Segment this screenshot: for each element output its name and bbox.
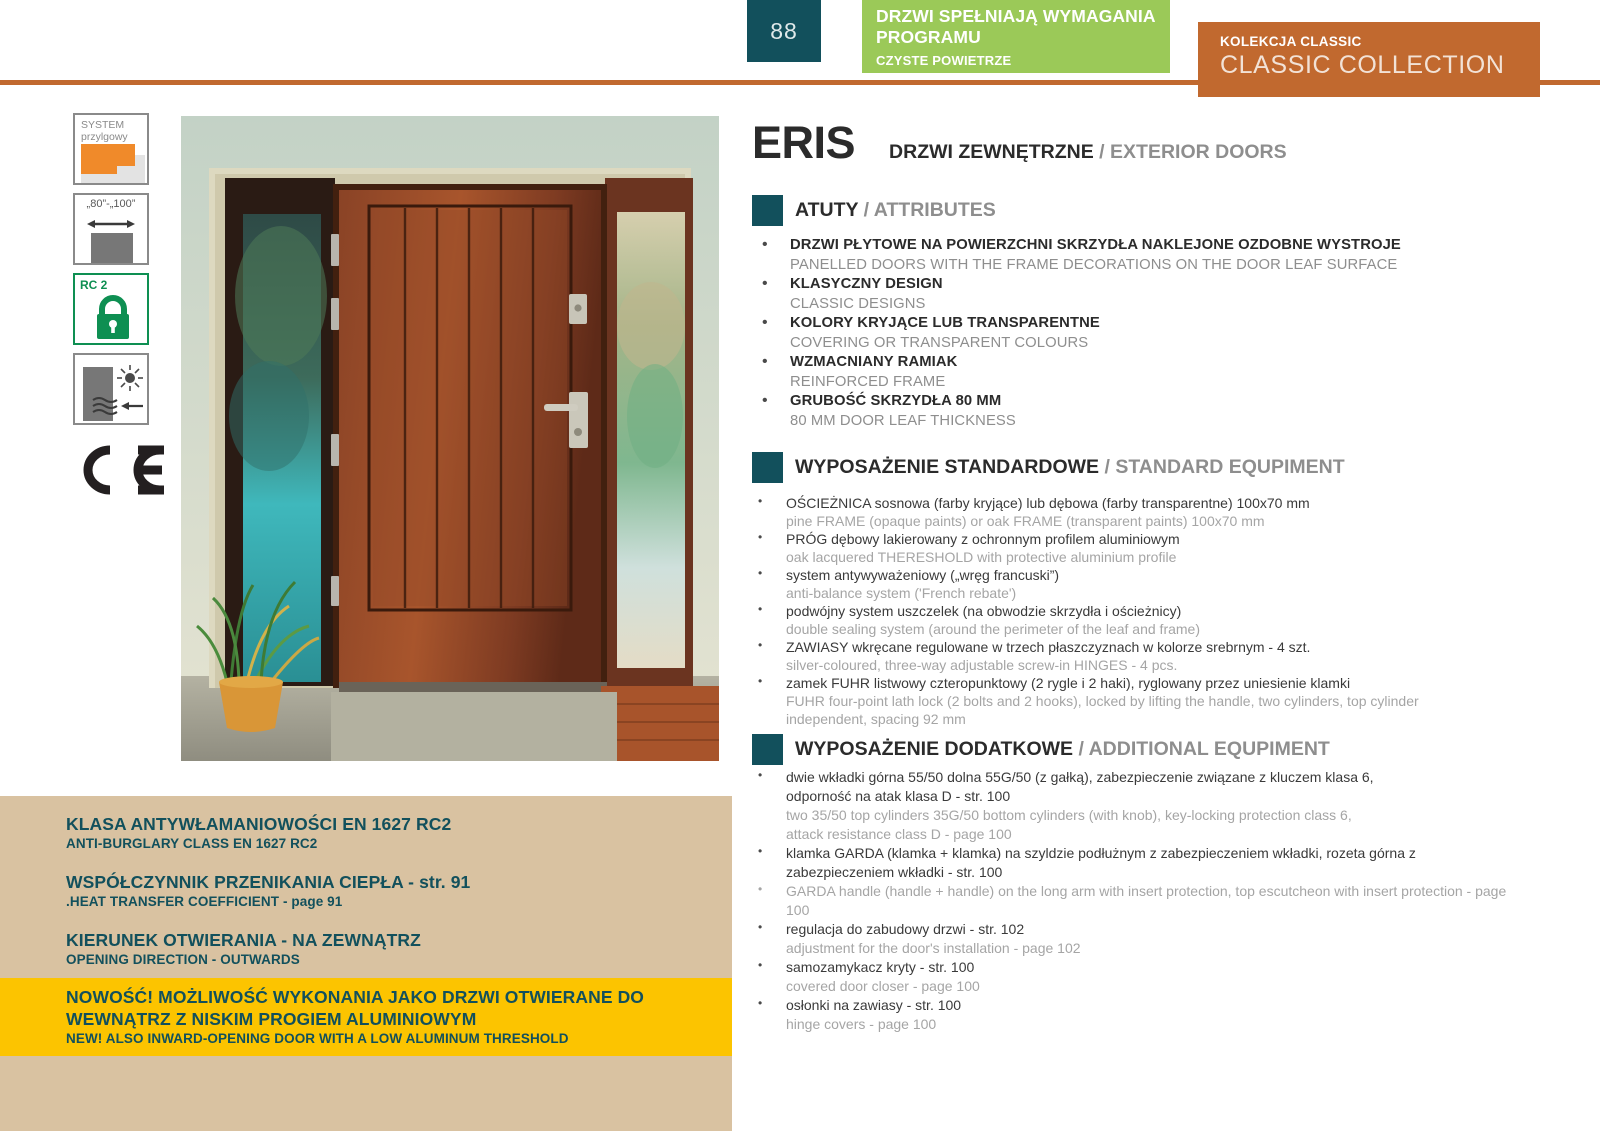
add-equipment-en: hinge covers - page 100: [786, 1016, 937, 1032]
list-item: [748, 882, 1523, 920]
section-header-standard-equipment: [752, 452, 1345, 483]
std-equipment-en: pine FRAME (opaque paints) or oak FRAME (transparent paints) 100x70 mm: [786, 513, 1265, 529]
list-item: [748, 566, 1508, 602]
list-item: [748, 530, 1508, 566]
list-item: [748, 768, 1523, 844]
rebate-system-icon: [73, 113, 149, 185]
list-item: [748, 602, 1508, 638]
attribute-en: CLASSIC DESIGNS: [790, 295, 926, 312]
section-standard-sep: /: [1099, 456, 1116, 478]
section-standard-en: STANDARD EQUPIMENT: [1115, 456, 1345, 478]
section-attributes-pl: ATUTY: [795, 199, 859, 221]
spec-burglary-pl: KLASA ANTYWŁAMANIOWOŚCI EN 1627 RC2: [66, 814, 452, 834]
list-item: [752, 392, 1412, 431]
product-type-sep: /: [1093, 141, 1111, 163]
door-photo-illustration: [181, 116, 719, 761]
spec-heat-pl: WSPÓŁCZYNNIK PRZENIKANIA CIEPŁA - str. 91: [66, 872, 471, 892]
wind-wave-icon: [91, 395, 143, 417]
highlight-pl-line2: WEWNĄTRZ Z NISKIM PROGIEM ALUMINIOWYM: [66, 1009, 477, 1029]
std-equipment-en: double sealing system (around the perimeter of the leaf and frame): [786, 621, 1201, 637]
product-title-row: [752, 117, 1287, 169]
program-badge-line3: CZYSTE POWIETRZE: [876, 53, 1012, 68]
rc2-label: RC 2: [80, 278, 108, 292]
collection-label-en: CLASSIC COLLECTION: [1220, 51, 1505, 79]
add-equipment-pl: • samozamykacz kryty - str. 100: [786, 959, 975, 975]
spec-opening-en: OPENING DIRECTION - OUTWARDS: [66, 952, 300, 967]
std-equipment-en: anti-balance system ('French rebate'): [786, 585, 1017, 601]
attribute-pl: • GRUBOŚĆ SKRZYDŁA 80 MM: [790, 393, 1002, 409]
list-item: [752, 236, 1412, 275]
page-number-badge: [747, 0, 821, 62]
highlight-new-feature: [66, 986, 644, 1046]
section-attributes-sep: /: [858, 199, 874, 221]
product-type: [889, 141, 1287, 164]
door-block-shape: [91, 233, 133, 265]
list-item: [752, 353, 1412, 392]
spec-heat-en: .HEAT TRANSFER COEFFICIENT - page 91: [66, 894, 343, 909]
section-header-additional-equipment: [752, 734, 1330, 765]
spec-item-heat: [66, 872, 470, 909]
attribute-en: REINFORCED FRAME: [790, 373, 946, 390]
rc2-security-icon: [73, 273, 149, 345]
attribute-pl: • DRZWI PŁYTOWE NA POWIERZCHNI SKRZYDŁA NAKLEJONE OZDOBNE WYSTROJE: [790, 237, 1401, 253]
list-item: [748, 920, 1523, 958]
program-badge-line1: DRZWI SPEŁNIAJĄ WYMAGANIA: [876, 6, 1156, 26]
program-badge-line2: PROGRAMU: [876, 27, 981, 47]
page-number: 88: [770, 17, 798, 44]
highlight-en: NEW! ALSO INWARD-OPENING DOOR WITH A LOW ALUMINUM THRESHOLD: [66, 1031, 569, 1046]
feature-icon-column: [73, 113, 149, 433]
section-marker-square: [752, 195, 783, 226]
weather-resistance-icon: [73, 353, 149, 425]
std-equipment-pl: • system antywyważeniowy („wręg francuski”): [786, 567, 1060, 583]
leaf-thickness-label: „80”-„100”: [86, 198, 136, 210]
list-item: [748, 674, 1508, 728]
sun-icon: [117, 365, 143, 391]
section-standard-pl: WYPOSAŻENIE STANDARDOWE: [795, 456, 1100, 478]
section-attributes-en: ATTRIBUTES: [873, 199, 996, 221]
collection-label-pl: KOLEKCJA CLASSIC: [1220, 34, 1362, 49]
attribute-en: COVERING OR TRANSPARENT COLOURS: [790, 334, 1089, 351]
collection-badge: [1198, 22, 1540, 97]
page-title: ERIS: [752, 117, 856, 168]
list-item: [748, 958, 1523, 996]
list-item: [752, 275, 1412, 314]
std-equipment-en: silver-coloured, three-way adjustable screw-in HINGES - 4 pcs.: [786, 657, 1178, 673]
attribute-pl: • KLASYCZNY DESIGN: [790, 276, 943, 292]
spec-opening-pl: KIERUNEK OTWIERANIA - NA ZEWNĄTRZ: [66, 930, 421, 950]
add-equipment-pl: • regulacja do zabudowy drzwi - str. 102: [786, 921, 1025, 937]
attribute-pl: • KOLORY KRYJĄCE LUB TRANSPARENTNE: [790, 315, 1100, 331]
rebate-orange-shape-2: [81, 144, 117, 174]
section-additional-pl: WYPOSAŻENIE DODATKOWE: [795, 738, 1074, 760]
standard-equipment-list: [748, 494, 1508, 728]
section-marker-square: [752, 452, 783, 483]
list-item: [748, 638, 1508, 674]
add-equipment-en: • GARDA handle (handle + handle) on the long arm with insert protection, top escutcheon with insert protection - page 100: [786, 883, 1507, 918]
std-equipment-pl: • zamek FUHR listwowy czteropunktowy (2 rygle i 2 haki), ryglowany przez uniesienie klamki: [786, 675, 1351, 691]
add-equipment-en: adjustment for the door's installation - page 102: [786, 940, 1081, 956]
std-equipment-pl: • OŚCIEŻNICA sosnowa (farby kryjące) lub dębowa (farby transparentne) 100x70 mm: [786, 495, 1310, 511]
highlight-pl-line1: NOWOŚĆ! MOŻLIWOŚĆ WYKONANIA JAKO DRZWI OTWIERANE DO: [66, 987, 645, 1007]
clean-air-program-badge: [862, 0, 1170, 73]
spec-item-burglary: [66, 814, 451, 851]
section-header-attributes: [752, 195, 996, 226]
section-marker-square: [752, 734, 783, 765]
list-item: [748, 494, 1508, 530]
std-equipment-en: oak lacquered THERESHOLD with protective aluminium profile: [786, 549, 1177, 565]
add-equipment-pl: • klamka GARDA (klamka + klamka) na szyldzie podłużnym z zabezpieczeniem wkładki, rozeta górna z zabezpieczeniem wkładki - str. 100: [786, 845, 1416, 880]
add-equipment-pl: • osłonki na zawiasy - str. 100: [786, 997, 962, 1013]
attribute-en: PANELLED DOORS WITH THE FRAME DECORATIONS ON THE DOOR LEAF SURFACE: [790, 256, 1398, 273]
attribute-pl: • WZMACNIANY RAMIAK: [790, 354, 958, 370]
add-equipment-pl: • dwie wkładki górna 55/50 dolna 55G/50 (z gałką), zabezpieczenie związane z kluczem klasa 6, odporność na atak klasa D - str. 100: [786, 769, 1374, 804]
product-type-en: EXTERIOR DOORS: [1110, 141, 1287, 163]
std-equipment-pl: • podwójny system uszczelek (na obwodzie skrzydła i ościeżnicy): [786, 603, 1182, 619]
add-equipment-en: two 35/50 top cylinders 35G/50 bottom cylinders (with knob), key-locking protection class 6, attack resistance class D - page 100: [786, 807, 1352, 842]
additional-equipment-list: [748, 768, 1523, 1034]
ce-mark-icon: [76, 442, 166, 498]
attributes-list: [752, 236, 1412, 431]
leaf-thickness-icon: [73, 193, 149, 265]
attribute-en: 80 MM DOOR LEAF THICKNESS: [790, 412, 1016, 429]
rebate-system-label-line2: przylgowy: [81, 131, 128, 143]
spec-item-opening: [66, 930, 421, 967]
std-equipment-pl: • PRÓG dębowy lakierowany z ochronnym profilem aluminiowym: [786, 531, 1180, 547]
product-photo: [181, 116, 719, 761]
product-type-pl: DRZWI ZEWNĘTRZNE: [889, 141, 1094, 163]
rebate-system-label-line1: SYSTEM: [81, 119, 125, 131]
std-equipment-pl: • ZAWIASY wkręcane regulowane w trzech płaszczyznach w kolorze srebrnym - 4 szt.: [786, 639, 1311, 655]
list-item: [748, 844, 1523, 882]
list-item: [752, 314, 1412, 353]
padlock-icon: [94, 294, 132, 342]
section-additional-en: ADDITIONAL EQUPIMENT: [1088, 738, 1330, 760]
std-equipment-en: FUHR four-point lath lock (2 bolts and 2 hooks), locked by lifting the handle, two cylinders, top cylinder independent, spacing 92 mm: [786, 693, 1419, 727]
spec-burglary-en: ANTI-BURGLARY CLASS EN 1627 RC2: [66, 836, 318, 851]
list-item: [748, 996, 1523, 1034]
add-equipment-en: covered door closer - page 100: [786, 978, 980, 994]
double-arrow-icon: [87, 219, 135, 229]
section-additional-sep: /: [1073, 738, 1089, 760]
